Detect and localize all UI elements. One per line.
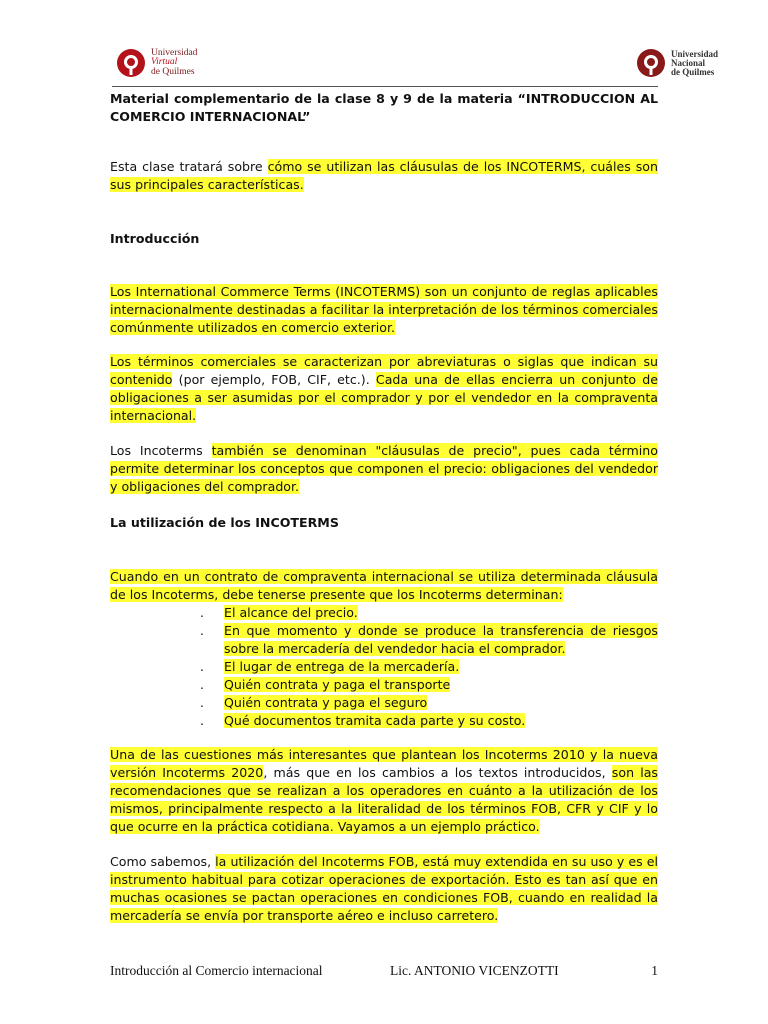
uvq-logo-text: [151, 49, 197, 78]
list-item: [110, 712, 658, 730]
highlighted-text: también se denominan "cláusulas de precio", pues cada término: [211, 443, 658, 458]
list-item-text: Quién contrata y paga el seguro: [224, 695, 428, 710]
list-item-text: El alcance del precio.: [224, 605, 358, 620]
bullet-marker: .: [200, 695, 205, 710]
page-number: 1: [651, 963, 658, 978]
paragraph-terminos-comerciales: [110, 353, 658, 425]
plain-text: (por ejemplo, FOB, CIF, etc.).: [172, 372, 376, 387]
list-item: [110, 604, 658, 622]
uvq-emblem-icon: [116, 48, 146, 78]
intro-highlighted-text: cómo se utilizan las cláusulas de los INCOTERMS, cuáles son sus principales características.: [110, 159, 658, 192]
unq-logo-line: Universidad: [670, 48, 718, 59]
highlighted-text: Los términos comerciales se caracterizan por abreviaturas o siglas que indican su contenido: [110, 354, 658, 387]
highlighted-text: permite determinar los conceptos que componen el precio: obligaciones del vendedor y obligaciones del comprador.: [110, 461, 658, 494]
bullet-marker: .: [200, 713, 205, 728]
list-item: [110, 658, 658, 676]
highlighted-text: la utilización del Incoterms FOB, está muy extendida en su uso y es el instrumento habitual para cotizar operaciones de exportación. Esto es tan así que en muchas ocasiones se pactan operaciones en condiciones FOB, cuando en realidad la mercadería se envía por transporte aéreo e incluso carretero.: [110, 854, 658, 923]
paragraph-clausulas-precio: [110, 442, 658, 496]
uvq-logo: [116, 48, 197, 78]
list-item-text: En que momento y donde se produce la transferencia de riesgos sobre la mercadería del vendedor hacia el comprador.: [224, 623, 658, 656]
uvq-logo-line: Universidad: [151, 47, 198, 58]
unq-logo-text: [671, 50, 718, 77]
unq-logo-line: de Quilmes: [670, 66, 715, 77]
paragraph-fob-uso: [110, 853, 658, 925]
highlighted-text: Cada una de ellas encierra un conjunto de obligaciones a ser asumidas por el comprador y por el vendedor en la compraventa internacional.: [110, 372, 659, 423]
bullet-marker: .: [200, 659, 205, 674]
intro-lead-text: Esta clase tratará sobre: [110, 159, 268, 174]
unq-logo: [636, 48, 718, 78]
list-item-text: El lugar de entrega de la mercadería.: [224, 659, 460, 674]
highlighted-text: Cuando en un contrato de compraventa internacional se utiliza determinada cláusula de los Incoterms, debe tenerse presente que los Incoterms determinan:: [110, 569, 658, 602]
paragraph-incoterms-definition: [110, 283, 658, 337]
uvq-logo-line: de Quilmes: [151, 66, 195, 77]
list-item: [110, 676, 658, 694]
footer-author: Lic. ANTONIO VICENZOTTI: [390, 963, 559, 978]
section-heading-utilizacion: La utilización de los INCOTERMS: [110, 515, 339, 530]
bullet-marker: .: [200, 677, 205, 692]
incoterms-determine-list: [110, 604, 658, 730]
header-divider: [112, 86, 658, 87]
paragraph-determinan: [110, 568, 658, 604]
list-item-text: Quién contrata y paga el transporte: [224, 677, 451, 692]
plain-text: , más que en los cambios a los textos introducidos,: [263, 765, 612, 780]
highlighted-text: son las recomendaciones que se realizan a los operadores en cuánto a la utilización de los mismos, principalmente respecto a la literalidad de los términos FOB, CFR y CIF y lo que ocurre en la práctica cotidiana. Vayamos a un ejemplo práctico.: [110, 765, 658, 834]
document-title: Material complementario de la clase 8 y 9 de la materia “INTRODUCCION AL COMERCIO INTERNACIONAL”: [110, 91, 658, 124]
highlighted-text: Los International Commerce Terms (INCOTERMS) son un conjunto de reglas aplicables internacionalmente destinadas a facilitar la interpretación de los términos comerciales comúnmente utilizados en comercio exterior.: [110, 284, 658, 335]
list-item: [110, 694, 658, 712]
intro-paragraph: [110, 158, 658, 194]
plain-text: Como sabemos,: [110, 854, 216, 869]
plain-text: Los Incoterms: [110, 443, 212, 458]
page-header: [110, 44, 718, 86]
paragraph-cuestiones-interesantes: [110, 746, 658, 836]
highlighted-text: Una de las cuestiones más interesantes que plantean los Incoterms 2010 y la nueva versión Incoterms 2020: [110, 747, 658, 780]
list-item-text: Qué documentos tramita cada parte y su costo.: [224, 713, 526, 728]
bullet-marker: .: [200, 623, 205, 638]
section-heading-introduccion: Introducción: [110, 231, 200, 246]
bullet-marker: .: [200, 605, 205, 620]
unq-logo-line: Nacional: [670, 57, 705, 68]
uvq-logo-line: Virtual: [151, 57, 178, 68]
footer-course-name: Introducción al Comercio internacional: [110, 963, 323, 978]
list-item: [110, 622, 658, 658]
unq-emblem-icon: [636, 48, 666, 78]
